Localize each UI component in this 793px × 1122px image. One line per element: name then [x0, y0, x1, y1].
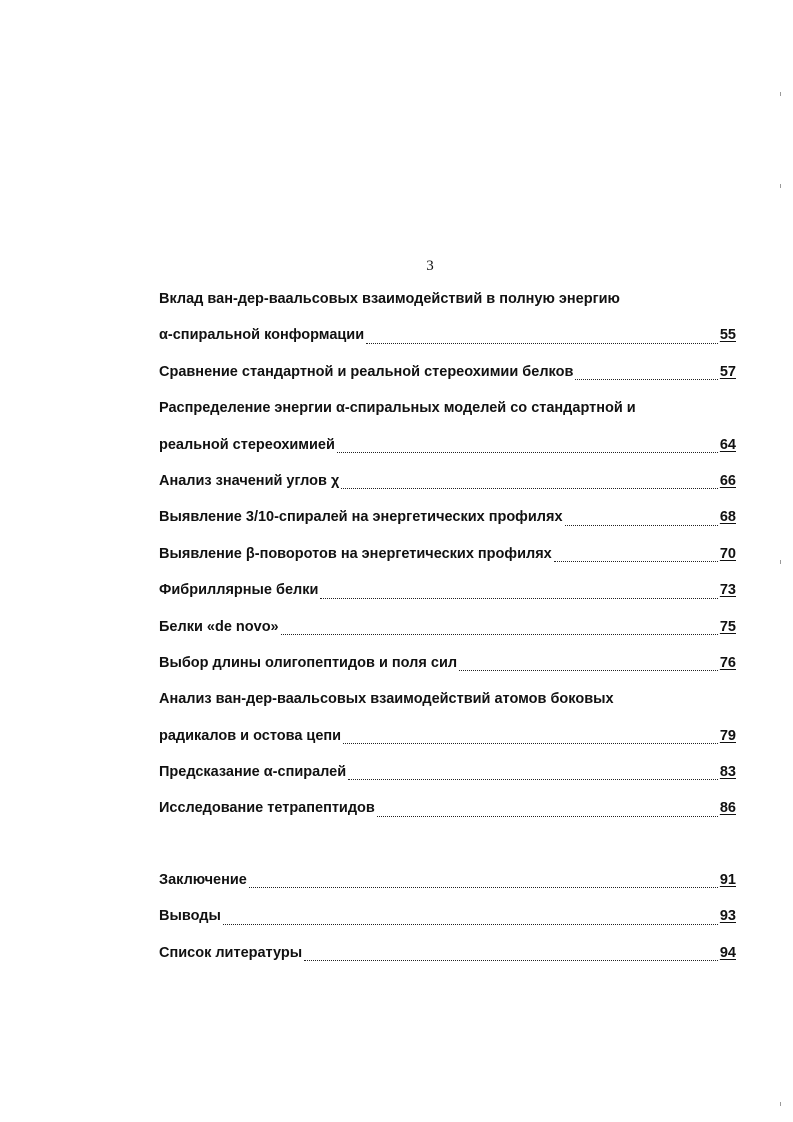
scan-artifact	[780, 560, 781, 564]
dot-leader	[320, 597, 717, 599]
toc-entry-title: Сравнение стандартной и реальной стереохимии белков	[159, 363, 574, 380]
toc-entry-title: Выявление β-поворотов на энергетических профилях	[159, 545, 552, 562]
toc-entry-page: 83	[719, 764, 736, 781]
toc-entry[interactable]	[159, 645, 736, 681]
toc-entry[interactable]	[159, 354, 736, 390]
toc-entry-title: Выводы	[159, 908, 221, 925]
scan-artifact	[780, 1102, 781, 1106]
toc-entry-page: 93	[719, 908, 736, 925]
dot-leader	[377, 815, 718, 817]
toc-entry[interactable]	[159, 281, 736, 354]
toc-entry-title: Фибриллярные белки	[159, 582, 319, 599]
toc-entry-page: 86	[719, 800, 736, 817]
page-number: 3	[426, 258, 434, 274]
toc-entry[interactable]	[159, 499, 736, 535]
toc-entry-page: 79	[719, 727, 736, 744]
toc-entry-title: Предсказание α-спиралей	[159, 764, 347, 781]
toc-entry-page: 76	[719, 654, 736, 671]
dot-leader	[281, 633, 718, 635]
toc-entry-title: радикалов и остова цепи	[159, 727, 342, 744]
toc-entry-page: 94	[719, 944, 736, 961]
toc-entry-bibliography[interactable]	[159, 935, 736, 971]
dot-leader	[575, 378, 717, 380]
scan-artifact	[780, 184, 781, 188]
toc-entry-title: Исследование тетрапептидов	[159, 800, 375, 817]
dot-leader	[341, 487, 718, 489]
dot-leader	[304, 959, 718, 961]
toc-entry-conclusion[interactable]	[159, 862, 736, 898]
toc-entry-title: Список литературы	[159, 944, 303, 961]
toc-entry[interactable]	[159, 681, 736, 754]
dot-leader	[337, 451, 718, 453]
toc-entry-title: Выбор длины олигопептидов и поля сил	[159, 654, 458, 671]
dot-leader	[348, 778, 718, 780]
toc-entry-title: Белки «de novo»	[159, 618, 279, 635]
toc-entry-title-line1: Вклад ван-дер-ваальсовых взаимодействий в полную энергию	[159, 291, 620, 307]
toc-entry-page: 75	[719, 618, 736, 635]
toc-entry[interactable]	[159, 754, 736, 790]
toc-entry-title-line1: Распределение энергии α-спиральных моделей со стандартной и	[159, 400, 636, 417]
toc-entry-page: 57	[719, 363, 736, 380]
toc-entry-page: 55	[719, 327, 736, 344]
toc-entry-title: α-спиральной конформации	[159, 327, 365, 344]
dot-leader	[565, 524, 718, 526]
dot-leader	[366, 342, 718, 344]
toc-entry-page: 68	[719, 509, 736, 526]
toc-entry-title: Выявление 3/10-спиралей на энергетических профилях	[159, 509, 563, 526]
dot-leader	[459, 669, 718, 671]
toc-entry-page: 66	[719, 472, 736, 489]
dot-leader	[223, 923, 718, 925]
dot-leader	[554, 560, 718, 562]
toc-entry-page: 70	[719, 545, 736, 562]
toc-entry[interactable]	[159, 572, 736, 608]
toc-entry[interactable]	[159, 463, 736, 499]
section-gap	[159, 827, 736, 862]
toc-entry[interactable]	[159, 390, 736, 463]
toc-entry[interactable]	[159, 609, 736, 645]
toc-entry-title-line1: Анализ ван-дер-ваальсовых взаимодействий атомов боковых	[159, 691, 614, 708]
toc-entry-page: 64	[719, 436, 736, 453]
table-of-contents	[159, 281, 736, 971]
toc-entry-title: Заключение	[159, 871, 247, 888]
toc-entry-page: 91	[719, 871, 736, 888]
toc-entry-page: 73	[719, 582, 736, 599]
toc-entry[interactable]	[159, 536, 736, 572]
scan-artifact	[780, 92, 781, 96]
toc-entry-title: реальной стереохимией	[159, 436, 335, 453]
toc-entry[interactable]	[159, 790, 736, 826]
dot-leader	[249, 886, 718, 888]
toc-entry-title: Анализ значений углов χ	[159, 472, 340, 489]
toc-entry-findings[interactable]	[159, 898, 736, 934]
dot-leader	[343, 742, 718, 744]
